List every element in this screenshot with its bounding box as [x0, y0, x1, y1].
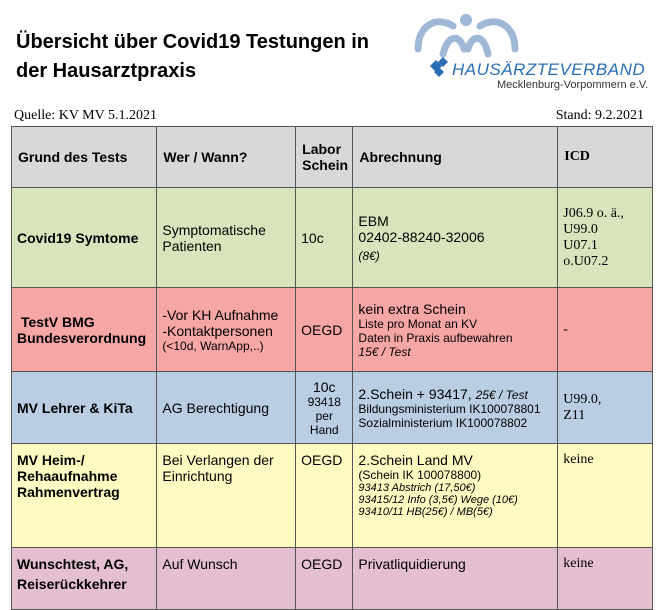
cell-grund: Wunschtest, AG, Reiserückkehrer [12, 548, 157, 610]
cell-abrechnung: EBM 02402-88240-32006 (8€) [353, 188, 558, 288]
cell-abrechnung: 2.Schein + 93417, 25€ / Test Bildungsministerium IK100078801 Sozialministerium IK100078802 [353, 372, 558, 444]
cell-labor: 10c 93418 per Hand [296, 372, 353, 444]
cell-grund: MV Heim-/ Rehaaufnahme Rahmenvertrag [12, 444, 157, 548]
cell-abrechnung: Privatliquidierung [353, 548, 558, 610]
cell-abrechnung: kein extra Schein Liste pro Monat an KV Daten in Praxis aufbewahren 15€ / Test [353, 288, 558, 372]
cell-wer: AG Berechtigung [157, 372, 296, 444]
logo-subtitle: Mecklenburg-Vorpommern e.V. [497, 79, 649, 91]
column-header-wer: Wer / Wann? [157, 127, 296, 188]
cell-grund: MV Lehrer & KiTa [12, 372, 157, 444]
table-header-row [12, 127, 653, 188]
page-title: Übersicht über Covid19 Testungen in der Hausarztpraxis [16, 31, 370, 82]
column-header-labor: Labor Schein [296, 127, 353, 188]
cell-wer: Bei Verlangen der Einrichtung [157, 444, 296, 548]
column-header-icd: ICD [558, 127, 653, 188]
cell-icd: keine [558, 548, 653, 610]
cell-wer: Symptomatische Patienten [157, 188, 296, 288]
logo-name: HAUSÄRZTEVERBAND [452, 60, 646, 79]
cell-icd: U99.0, Z11 [558, 372, 653, 444]
cell-labor: 10c [296, 188, 353, 288]
table-row [12, 444, 653, 548]
table-row [12, 548, 653, 610]
cell-icd: J06.9 o. ä., U99.0 U07.1 o.U07.2 [558, 188, 653, 288]
column-header-grund: Grund des Tests [12, 127, 157, 188]
column-header-abrechnung: Abrechnung [353, 127, 558, 188]
cell-wer: -Vor KH Aufnahme -Kontaktpersonen (<10d, WarnApp,..) [157, 288, 296, 372]
cell-icd: keine [558, 444, 653, 548]
cell-labor: OEGD [296, 444, 353, 548]
cell-abrechnung: 2.Schein Land MV (Schein IK 100078800) 93413 Abstrich (17,50€) 93415/12 Info (3,5€) Wege (10€) 93410/11 HB(25€) / MB(5€) [353, 444, 558, 548]
cell-labor: OEGD [296, 288, 353, 372]
table-row [12, 288, 653, 372]
cell-labor: OEGD [296, 548, 353, 610]
cell-grund: TestV BMG Bundesverordnung [12, 288, 157, 372]
cell-grund: Covid19 Symtome [12, 188, 157, 288]
table-row [12, 372, 653, 444]
cell-icd: - [558, 288, 653, 372]
stand-date: Stand: 9.2.2021 [555, 108, 644, 123]
testing-table [11, 126, 653, 610]
table-row [12, 188, 653, 288]
cell-wer: Auf Wunsch [157, 548, 296, 610]
source-note: Quelle: KV MV 5.1.2021 [14, 108, 157, 123]
